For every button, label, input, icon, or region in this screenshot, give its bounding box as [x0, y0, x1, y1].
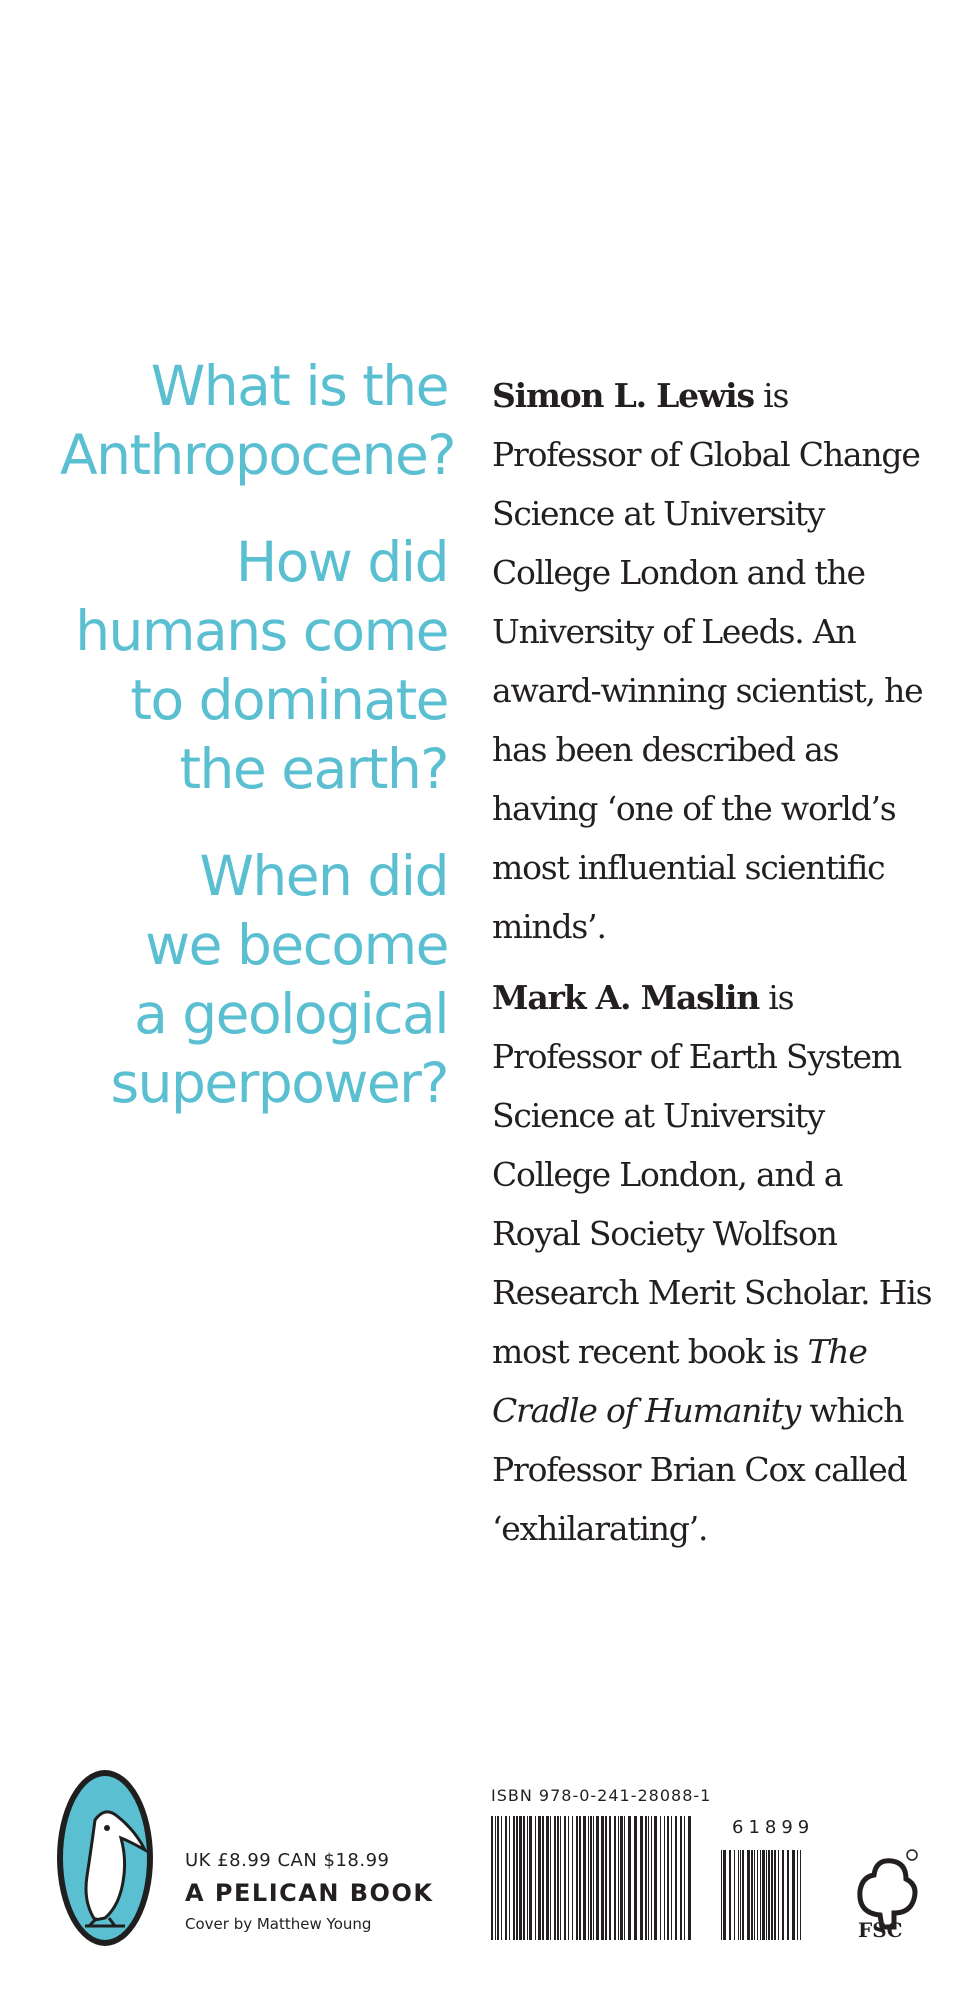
imprint-label: A PELICAN BOOK [185, 1879, 434, 1907]
barcode-addon-number: 61899 [732, 1817, 815, 1838]
author-name: Simon L. Lewis [492, 376, 754, 415]
pelican-logo-icon [55, 1768, 155, 1948]
question-line: we become [145, 913, 448, 977]
bio-text: which Professor Brian Cox called ‘exhilarating’. [492, 1391, 907, 1548]
question-line: a geological [134, 982, 448, 1046]
author-name: Mark A. Maslin [492, 978, 759, 1017]
author-bios [492, 366, 932, 1570]
question-line: the earth? [179, 737, 448, 801]
question-line: How did [235, 530, 448, 594]
question-line: to dominate [130, 668, 448, 732]
fsc-label: FSC [858, 1918, 903, 1942]
bio-lewis [492, 366, 932, 956]
price-text: UK £8.99 CAN $18.99 [185, 1850, 390, 1871]
cover-questions [60, 352, 455, 1156]
cover-credit: Cover by Matthew Young [185, 1915, 372, 1933]
question-1 [60, 352, 455, 490]
book-title: The Cradle of Humanity [492, 1332, 867, 1430]
question-line: superpower? [110, 1051, 448, 1115]
question-2 [60, 528, 448, 804]
isbn-text: ISBN 978-0-241-28088-1 [491, 1786, 712, 1805]
question-line: Anthropocene? [60, 423, 455, 487]
question-line: When did [199, 844, 448, 908]
bio-text: is Professor of Global Change Science at University College London and the University of Leeds. An award-winning scientist, he has been described as having ‘one of the world’s most influential scientific minds’. [492, 376, 923, 946]
price-block [185, 1850, 445, 1933]
question-3 [60, 842, 448, 1118]
question-line: humans come [75, 599, 448, 663]
question-line: What is the [150, 354, 448, 418]
bio-maslin [492, 968, 932, 1558]
bio-text: is Professor of Earth System Science at University College London, and a Royal Society Wolfson Research Merit Scholar. His most recent book is [492, 978, 932, 1371]
